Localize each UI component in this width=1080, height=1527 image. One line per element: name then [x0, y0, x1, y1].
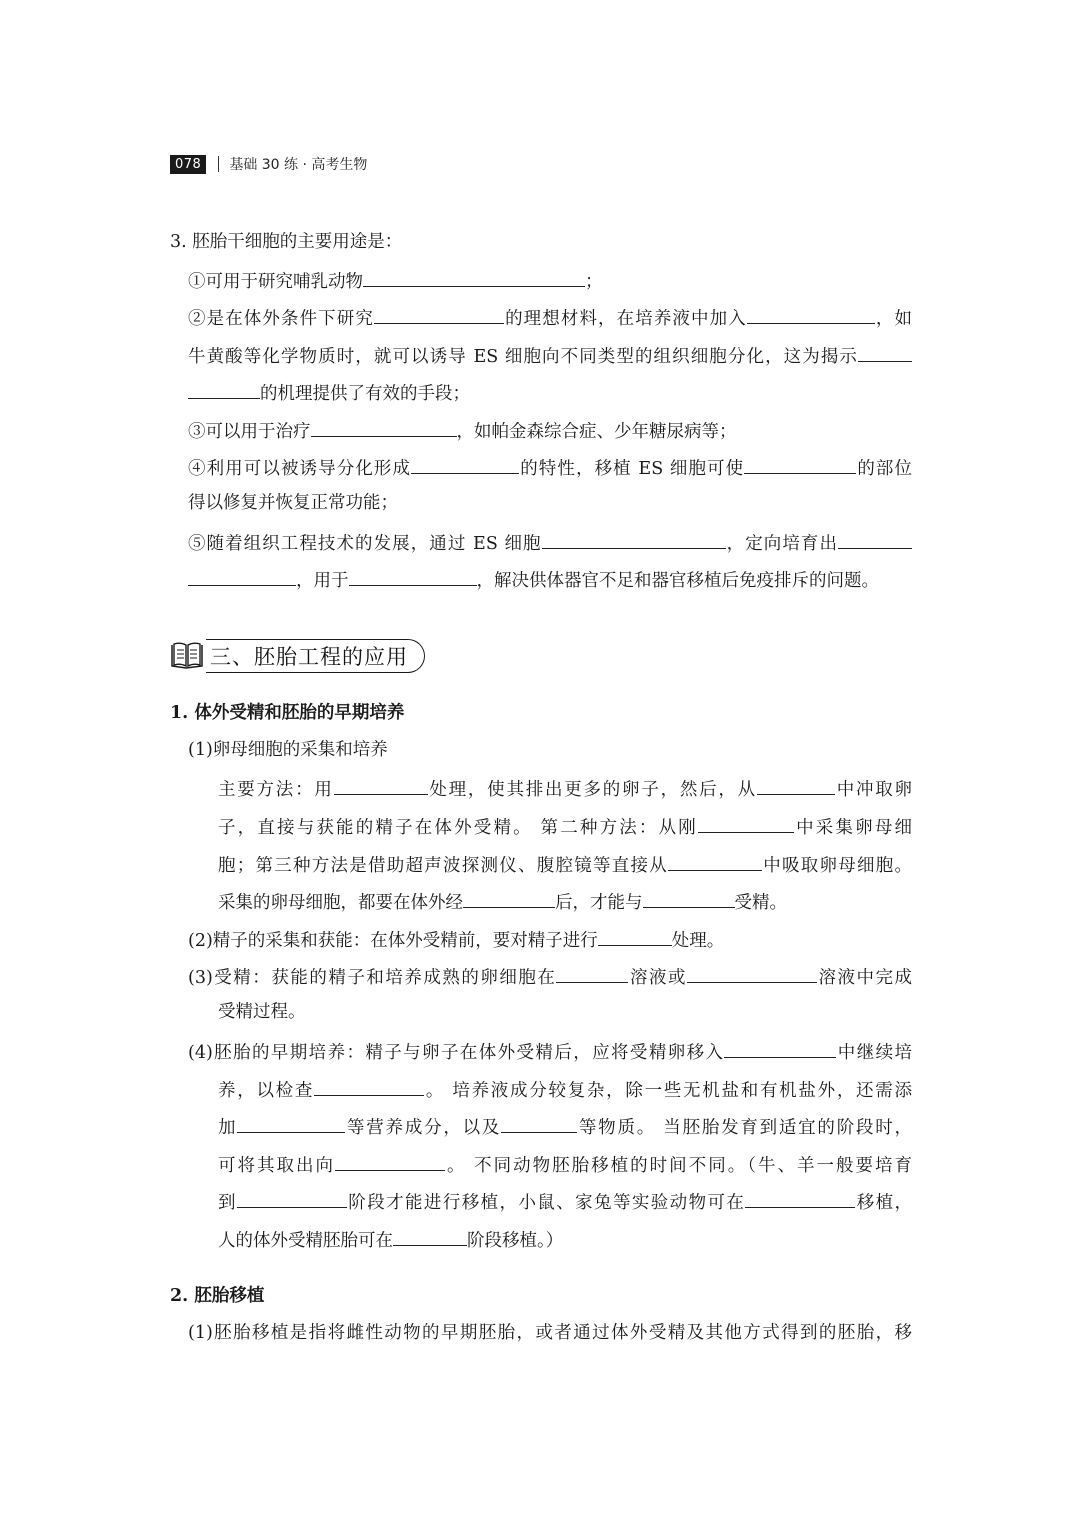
answer-blank[interactable]	[747, 303, 875, 324]
answer-blank[interactable]	[757, 774, 835, 795]
p1-s2-a: (2)精子的采集和获能：在体外受精前，要对精子进行	[188, 931, 598, 951]
q3-title: 3. 胚胎干细胞的主要用途是：	[170, 232, 403, 252]
answer-blank[interactable]	[311, 416, 457, 437]
p1-s4-l3-b: 等营养成分，以及	[345, 1118, 502, 1138]
part1-sub4-line1	[188, 1037, 912, 1066]
page-header	[170, 153, 367, 175]
answer-blank[interactable]	[501, 1112, 577, 1133]
p1-s4-l3-a: 加	[218, 1118, 238, 1138]
p1-s4-l2-a: 养，以检查	[218, 1081, 315, 1101]
p1-s4-l3-c: 等物质。 当胚胎发育到适宜的阶段时，	[577, 1118, 912, 1138]
answer-blank[interactable]	[745, 1187, 855, 1208]
part1-sub3-line1	[188, 962, 912, 991]
part1-title: 1. 体外受精和胚胎的早期培养	[170, 703, 405, 723]
p1-s4-l5-c: 移植，	[855, 1193, 913, 1213]
answer-blank[interactable]	[188, 378, 260, 399]
open-book-icon	[170, 641, 204, 671]
answer-blank[interactable]	[542, 528, 726, 549]
p1-s4-l5-a: 到	[218, 1193, 237, 1213]
p1-s4-l5-b: 阶段才能进行移植，小鼠、家兔等实验动物可在	[346, 1193, 746, 1213]
part1-sub1-line1	[218, 774, 912, 803]
q3-item2-text-d: 牛黄酸等化学物质时，就可以诱导 ES 细胞向不同类型的组织细胞分化，这为揭示	[188, 347, 858, 367]
p1-s1-l3-a: 胞；第三种方法是借助超声波探测仪、腹腔镜等直接从	[218, 856, 668, 876]
answer-blank[interactable]	[668, 850, 762, 871]
section-title-box	[206, 639, 425, 673]
part1-sub1-line3	[218, 850, 912, 879]
q3-item4-text-c: 的部位	[856, 459, 913, 479]
p1-s1-l3-b: 中吸取卵母细胞。	[762, 856, 912, 876]
part1-sub1-title: (1)卵母细胞的采集和培养	[188, 740, 388, 760]
answer-blank[interactable]	[598, 925, 672, 946]
p1-s1-l2-a: 子，直接与获能的精子在体外受精。 第二种方法：从刚	[218, 818, 698, 838]
part2-title: 2. 胚胎移植	[170, 1286, 265, 1306]
p1-s1-l1-a: 主要方法：用	[218, 780, 334, 800]
answer-blank[interactable]	[556, 962, 628, 983]
part1-sub4-line2	[218, 1075, 912, 1104]
q3-item5-text-c: ，用于	[296, 571, 349, 591]
part2-sub1-line1	[188, 1320, 912, 1346]
p1-s3-c: 溶液中完成	[816, 968, 913, 988]
q3-item1-end: ；	[585, 272, 603, 292]
p2-s1-l1: (1)胚胎移植是指将雌性动物的早期胚胎，或者通过体外受精及其他方式得到的胚胎，移	[188, 1323, 912, 1343]
p1-s4-l4-a: 可将其取出向	[218, 1156, 336, 1176]
part1-sub2	[188, 925, 724, 954]
p1-s1-l1-c: 中冲取卵	[834, 780, 913, 800]
q3-item2-text-a: ②是在体外条件下研究	[188, 309, 374, 329]
q3-item3-text-b: ，如帕金森综合症、少年糖尿病等；	[456, 422, 737, 442]
p1-s3-a: (3)受精：获能的精子和培养成熟的卵细胞在	[188, 968, 557, 988]
answer-blank[interactable]	[188, 565, 296, 586]
q3-item2-line3	[188, 378, 470, 407]
answer-blank[interactable]	[374, 303, 504, 324]
answer-blank[interactable]	[335, 1150, 445, 1171]
q3-item2-text-e: 的机理提供了有效的手段；	[260, 384, 470, 404]
q3-item5-line1	[188, 528, 912, 557]
p1-s1-l4-c: 受精。	[734, 893, 787, 913]
part1-sub1-line2	[218, 812, 912, 841]
answer-blank[interactable]	[334, 774, 428, 795]
q3-item1-text: ①可用于研究哺乳动物	[188, 272, 363, 292]
q3-item5-text-a: ⑤随着组织工程技术的发展，通过 ES 细胞	[188, 534, 542, 554]
part1-sub3-line2: 受精过程。	[218, 1002, 306, 1022]
p1-s3-b: 溶液或	[628, 968, 687, 988]
q3-item3-text-a: ③可以用于治疗	[188, 422, 311, 442]
p1-s1-l2-b: 中采集卵母细	[793, 818, 913, 838]
answer-blank[interactable]	[349, 565, 477, 586]
q3-item4-line2: 得以修复并恢复正常功能；	[188, 493, 398, 513]
p1-s1-l4-b: 后，才能与	[555, 893, 643, 913]
answer-blank[interactable]	[314, 1075, 424, 1096]
q3-item3	[188, 416, 737, 445]
header-divider	[218, 156, 219, 172]
p1-s4-l2-b: 。 培养液成分较复杂，除一些无机盐和有机盐外，还需添	[424, 1081, 913, 1101]
part1-sub1-line4	[218, 887, 787, 916]
p1-s4-l4-b: 。 不同动物胚胎移植的时间不同。（牛、羊一般要培育	[445, 1156, 913, 1176]
answer-blank[interactable]	[698, 812, 794, 833]
part1-sub4-line4	[218, 1150, 912, 1179]
answer-blank[interactable]	[687, 962, 817, 983]
answer-blank[interactable]	[411, 453, 519, 474]
answer-blank[interactable]	[724, 1037, 836, 1058]
section-title: 三、胚胎工程的应用	[210, 645, 408, 669]
part1-sub4-line6	[218, 1225, 563, 1254]
q3-item2-line2	[188, 341, 912, 370]
q3-item2-line1	[188, 303, 912, 332]
q3-item4-text-a: ④利用可以被诱导分化形成	[188, 459, 412, 479]
p1-s4-l1-b: 中继续培	[836, 1043, 912, 1063]
p1-s1-l1-b: 处理，使其排出更多的卵子，然后，从	[427, 780, 757, 800]
p1-s4-l6-b: 阶段移植。）	[467, 1231, 564, 1251]
part1-sub4-line5	[218, 1187, 912, 1216]
q3-item5-text-b: ，定向培育出	[725, 534, 839, 554]
answer-blank[interactable]	[643, 887, 735, 908]
answer-blank[interactable]	[237, 1187, 347, 1208]
answer-blank[interactable]	[393, 1225, 467, 1246]
q3-item4-text-b: 的特性，移植 ES 细胞可使	[519, 459, 745, 479]
answer-blank[interactable]	[858, 341, 912, 362]
part1-sub4-line3	[218, 1112, 912, 1141]
p1-s4-l1-a: (4)胚胎的早期培养：精子与卵子在体外受精后，应将受精卵移入	[188, 1043, 725, 1063]
q3-item2-text-c: ，如	[874, 309, 913, 329]
answer-blank[interactable]	[744, 453, 856, 474]
answer-blank[interactable]	[838, 528, 912, 549]
q3-item5-text-d: ，解决供体器官不足和器官移植后免疫排斥的问题。	[476, 571, 879, 591]
q3-item2-text-b: 的理想材料，在培养液中加入	[503, 309, 747, 329]
answer-blank[interactable]	[363, 266, 585, 287]
page-number: 078	[170, 155, 206, 174]
book-title: 基础 30 练 · 高考生物	[229, 157, 368, 173]
section-banner	[170, 638, 425, 674]
answer-blank[interactable]	[237, 1112, 345, 1133]
p1-s4-l6-a: 人的体外受精胚胎可在	[218, 1231, 393, 1251]
q3-item1	[188, 266, 603, 295]
q3-item5-line2	[188, 565, 879, 594]
q3-item4-line1	[188, 453, 912, 482]
p1-s2-b: 处理。	[671, 931, 725, 951]
answer-blank[interactable]	[463, 887, 555, 908]
p1-s1-l4-a: 采集的卵母细胞，都要在体外经	[218, 893, 463, 913]
